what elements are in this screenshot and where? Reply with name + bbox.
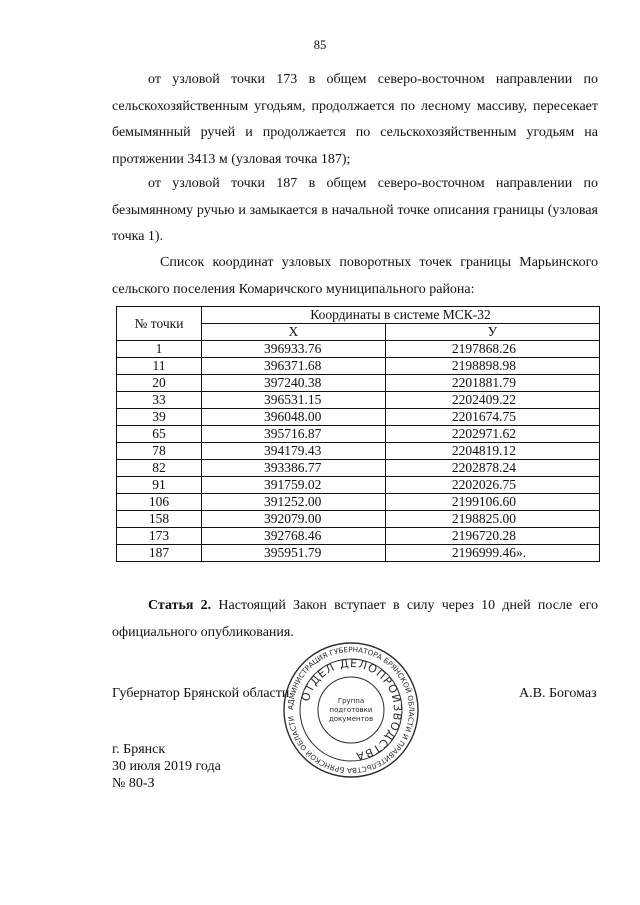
- point-number-cell: 1: [117, 341, 202, 358]
- point-number-cell: 20: [117, 375, 202, 392]
- header-point-number: № точки: [117, 307, 202, 341]
- signing-city: г. Брянск: [112, 742, 166, 757]
- point-number-cell: 39: [117, 409, 202, 426]
- y-coordinate-cell: 2202878.24: [385, 460, 599, 477]
- point-number-cell: 82: [117, 460, 202, 477]
- y-coordinate-cell: 2202026.75: [385, 477, 599, 494]
- table-row: [117, 528, 600, 545]
- x-coordinate-cell: 393386.77: [202, 460, 386, 477]
- table-row: [117, 358, 600, 375]
- table-row: [117, 443, 600, 460]
- stamp-inner-text: ОТДЕЛ ДЕЛОПРОИЗВОДСТВА: [298, 656, 405, 763]
- point-number-cell: 91: [117, 477, 202, 494]
- x-coordinate-cell: 397240.38: [202, 375, 386, 392]
- table-row: [117, 341, 600, 358]
- stamp-center-line-2: подготовки: [329, 706, 373, 714]
- table-row: [117, 545, 600, 562]
- table-row: [117, 460, 600, 477]
- y-coordinate-cell: 2199106.60: [385, 494, 599, 511]
- table-row: [117, 426, 600, 443]
- page-number: 85: [313, 38, 327, 52]
- table-row: [117, 375, 600, 392]
- boundary-paragraph-2: [112, 171, 598, 251]
- stamp-center-line-3: документов: [328, 715, 374, 723]
- table-row: [117, 392, 600, 409]
- x-coordinate-cell: 391252.00: [202, 494, 386, 511]
- y-coordinate-cell: 2204819.12: [385, 443, 599, 460]
- table-row: [117, 409, 600, 426]
- y-coordinate-cell: 2202409.22: [385, 392, 599, 409]
- coordinates-table: [116, 306, 600, 562]
- point-number-cell: 33: [117, 392, 202, 409]
- stamp-outer-text: АДМИНИСТРАЦИЯ ГУБЕРНАТОРА БРЯНСКОЙ ОБЛАСТИ И ПРАВИТЕЛЬСТВА БРЯНСКОЙ ОБЛАСТИ: [285, 644, 417, 776]
- governor-name: А.В. Богомаз: [519, 686, 597, 701]
- office-stamp: [282, 641, 420, 779]
- point-number-cell: 173: [117, 528, 202, 545]
- table-row: [117, 494, 600, 511]
- header-x: X: [202, 324, 386, 341]
- point-number-cell: 65: [117, 426, 202, 443]
- x-coordinate-cell: 394179.43: [202, 443, 386, 460]
- x-coordinate-cell: 396048.00: [202, 409, 386, 426]
- x-coordinate-cell: 391759.02: [202, 477, 386, 494]
- article-label: Статья 2.: [148, 598, 212, 613]
- y-coordinate-cell: 2196720.28: [385, 528, 599, 545]
- x-coordinate-cell: 395716.87: [202, 426, 386, 443]
- y-coordinate-cell: 2202971.62: [385, 426, 599, 443]
- article-text: Настоящий Закон вступает в силу через 10 дней после его официального опубликования.: [112, 598, 599, 640]
- table-intro: [112, 250, 598, 303]
- table-header-row: [117, 307, 600, 324]
- law-number: № 80-З: [112, 776, 155, 791]
- x-coordinate-cell: 395951.79: [202, 545, 386, 562]
- y-coordinate-cell: 2198825.00: [385, 511, 599, 528]
- stamp-center-line-1: Группа: [337, 697, 365, 705]
- x-coordinate-cell: 392768.46: [202, 528, 386, 545]
- point-number-cell: 11: [117, 358, 202, 375]
- table-row: [117, 477, 600, 494]
- point-number-cell: 187: [117, 545, 202, 562]
- point-number-cell: 106: [117, 494, 202, 511]
- y-coordinate-cell: 2196999.46».: [385, 545, 599, 562]
- y-coordinate-cell: 2198898.98: [385, 358, 599, 375]
- point-number-cell: 78: [117, 443, 202, 460]
- x-coordinate-cell: 396531.15: [202, 392, 386, 409]
- article-2: [112, 593, 598, 646]
- header-y: У: [385, 324, 599, 341]
- x-coordinate-cell: 396933.76: [202, 341, 386, 358]
- x-coordinate-cell: 392079.00: [202, 511, 386, 528]
- header-coordinate-system: Координаты в системе МСК-32: [202, 307, 600, 324]
- signing-date: 30 июля 2019 года: [112, 759, 221, 774]
- governor-title: Губернатор Брянской области: [112, 686, 290, 701]
- y-coordinate-cell: 2201881.79: [385, 375, 599, 392]
- paragraph-2-text: от узловой точки 187 в общем северо-восточном направлении по безымянному ручью и замыкается в начальной точке описания границы (узловая точка 1).: [112, 176, 598, 244]
- point-number-cell: 158: [117, 511, 202, 528]
- table-body: [117, 341, 600, 562]
- table-intro-text: Список координат узловых поворотных точек границы Марьинского сельского поселения Комаричского муниципального района:: [112, 255, 598, 297]
- table-row: [117, 511, 600, 528]
- x-coordinate-cell: 396371.68: [202, 358, 386, 375]
- paragraph-1-text: от узловой точки 173 в общем северо-восточном направлении по сельскохозяйственным угодьям, продолжается по лесному массиву, пересекает бемымянный ручей и продолжается по сельскохозяйственным угодьям на протяжении 3413 м (узловая точка 187);: [112, 72, 598, 167]
- stamp-graphic: [282, 641, 420, 779]
- boundary-paragraph-1: [112, 67, 598, 173]
- y-coordinate-cell: 2201674.75: [385, 409, 599, 426]
- y-coordinate-cell: 2197868.26: [385, 341, 599, 358]
